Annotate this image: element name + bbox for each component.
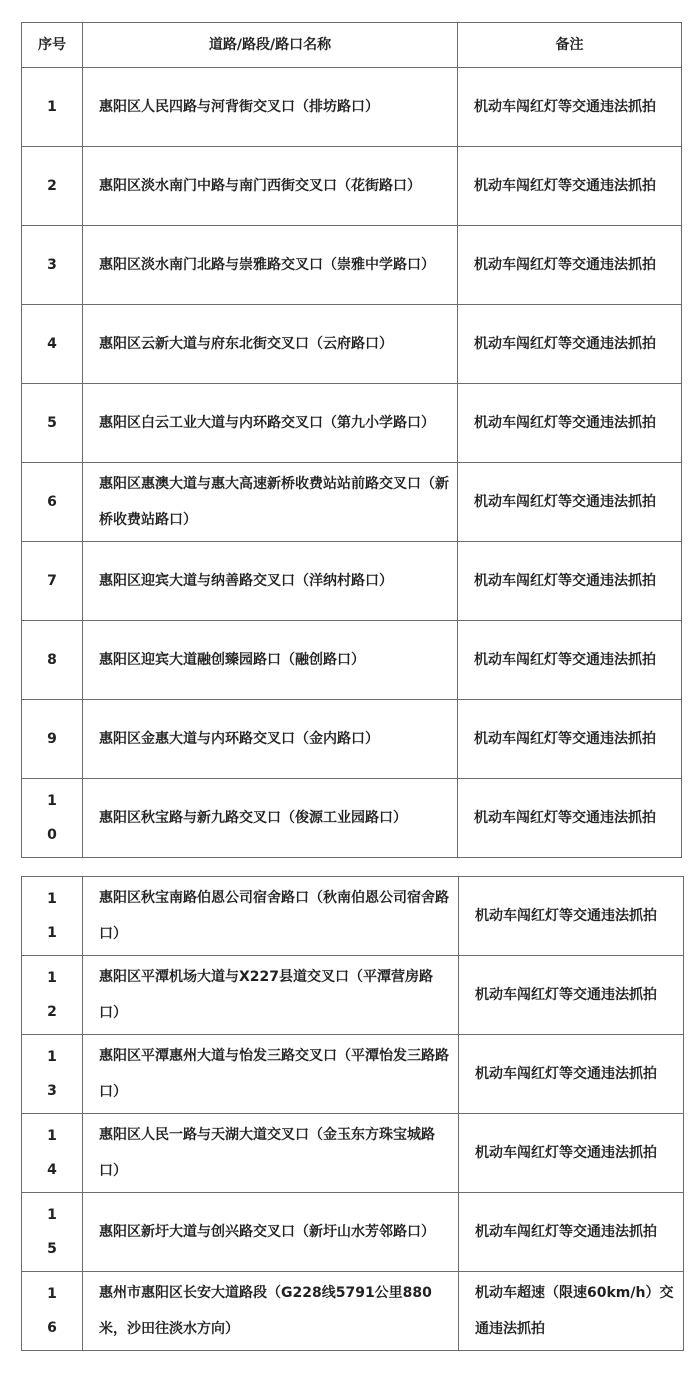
table-row (22, 147, 682, 226)
table-row (22, 779, 682, 858)
row-seq: 13 (47, 1049, 57, 1099)
table-row (22, 956, 684, 1035)
table-row (22, 621, 682, 700)
row-seq-cell (22, 700, 83, 779)
row-location-name: 惠阳区迎宾大道与纳善路交叉口（洋纳村路口） (83, 542, 458, 621)
row-seq-cell (22, 542, 83, 621)
row-seq-cell (22, 1114, 83, 1193)
row-seq-cell (22, 877, 83, 956)
row-seq: 2 (47, 178, 57, 194)
row-location-name: 惠阳区迎宾大道融创臻园路口（融创路口） (83, 621, 458, 700)
row-seq-cell (22, 384, 83, 463)
row-seq: 3 (47, 257, 57, 273)
row-seq: 16 (47, 1286, 57, 1336)
table-row (22, 305, 682, 384)
row-seq: 6 (47, 494, 57, 510)
row-seq-cell (22, 68, 83, 147)
row-seq: 5 (47, 415, 57, 431)
header-seq: 序号 (22, 23, 83, 68)
row-location-name: 惠阳区金惠大道与内环路交叉口（金内路口） (83, 700, 458, 779)
row-seq-cell (22, 621, 83, 700)
row-seq: 14 (47, 1128, 57, 1178)
row-note: 机动车闯红灯等交通违法抓拍 (458, 384, 682, 463)
row-seq: 11 (47, 891, 57, 941)
table-row (22, 1272, 684, 1351)
camera-location-table-part-2 (21, 876, 684, 1351)
row-note: 机动车闯红灯等交通违法抓拍 (459, 877, 684, 956)
row-location-name: 惠阳区淡水南门中路与南门西街交叉口（花街路口） (83, 147, 458, 226)
row-location-name: 惠阳区秋宝路与新九路交叉口（俊源工业园路口） (83, 779, 458, 858)
header-note: 备注 (458, 23, 682, 68)
row-location-name: 惠阳区人民四路与河背街交叉口（排坊路口） (83, 68, 458, 147)
row-note: 机动车闯红灯等交通违法抓拍 (458, 463, 682, 542)
row-location-name: 惠阳区新圩大道与创兴路交叉口（新圩山水芳邻路口） (83, 1193, 459, 1272)
row-note: 机动车闯红灯等交通违法抓拍 (458, 621, 682, 700)
row-location-name: 惠阳区人民一路与天湖大道交叉口（金玉东方珠宝城路口） (83, 1114, 459, 1193)
row-location-name: 惠阳区平潭惠州大道与怡发三路交叉口（平潭怡发三路路口） (83, 1035, 459, 1114)
row-note: 机动车闯红灯等交通违法抓拍 (458, 700, 682, 779)
row-seq-cell (22, 1193, 83, 1272)
row-note: 机动车闯红灯等交通违法抓拍 (458, 226, 682, 305)
row-note: 机动车闯红灯等交通违法抓拍 (459, 1193, 684, 1272)
camera-location-table-part-1 (21, 22, 682, 858)
row-seq-cell (22, 1272, 83, 1351)
row-seq: 1 (47, 99, 57, 115)
row-seq-cell (22, 956, 83, 1035)
table-row (22, 463, 682, 542)
row-location-name: 惠阳区淡水南门北路与崇雅路交叉口（崇雅中学路口） (83, 226, 458, 305)
table-row (22, 1193, 684, 1272)
row-seq-cell (22, 226, 83, 305)
table-row (22, 700, 682, 779)
row-location-name: 惠阳区白云工业大道与内环路交叉口（第九小学路口） (83, 384, 458, 463)
row-seq: 12 (47, 970, 57, 1020)
row-seq-cell (22, 779, 83, 858)
row-note: 机动车超速（限速60km/h）交通违法抓拍 (459, 1272, 684, 1351)
row-note: 机动车闯红灯等交通违法抓拍 (458, 779, 682, 858)
row-note: 机动车闯红灯等交通违法抓拍 (459, 1035, 684, 1114)
row-seq: 9 (47, 731, 57, 747)
row-note: 机动车闯红灯等交通违法抓拍 (459, 1114, 684, 1193)
table-row (22, 877, 684, 956)
row-note: 机动车闯红灯等交通违法抓拍 (458, 68, 682, 147)
row-location-name: 惠阳区平潭机场大道与X227县道交叉口（平潭营房路口） (83, 956, 459, 1035)
row-location-name: 惠阳区云新大道与府东北街交叉口（云府路口） (83, 305, 458, 384)
row-note: 机动车闯红灯等交通违法抓拍 (459, 956, 684, 1035)
row-location-name: 惠州市惠阳区长安大道路段（G228线5791公里880米，沙田往淡水方向） (83, 1272, 459, 1351)
table-row (22, 384, 682, 463)
table-row (22, 542, 682, 621)
row-seq: 10 (47, 793, 57, 843)
row-location-name: 惠阳区惠澳大道与惠大高速新桥收费站站前路交叉口（新桥收费站路口） (83, 463, 458, 542)
row-seq: 7 (47, 573, 57, 589)
row-seq-cell (22, 147, 83, 226)
row-seq: 15 (47, 1207, 57, 1257)
row-seq: 8 (47, 652, 57, 668)
row-seq-cell (22, 463, 83, 542)
table-row (22, 68, 682, 147)
header-name: 道路/路段/路口名称 (83, 23, 458, 68)
row-location-name: 惠阳区秋宝南路伯恩公司宿舍路口（秋南伯恩公司宿舍路口） (83, 877, 459, 956)
table-header-row (22, 23, 682, 68)
row-note: 机动车闯红灯等交通违法抓拍 (458, 542, 682, 621)
table-row (22, 226, 682, 305)
row-note: 机动车闯红灯等交通违法抓拍 (458, 305, 682, 384)
row-seq: 4 (47, 336, 57, 352)
table-row (22, 1035, 684, 1114)
row-seq-cell (22, 305, 83, 384)
table-row (22, 1114, 684, 1193)
row-seq-cell (22, 1035, 83, 1114)
row-note: 机动车闯红灯等交通违法抓拍 (458, 147, 682, 226)
